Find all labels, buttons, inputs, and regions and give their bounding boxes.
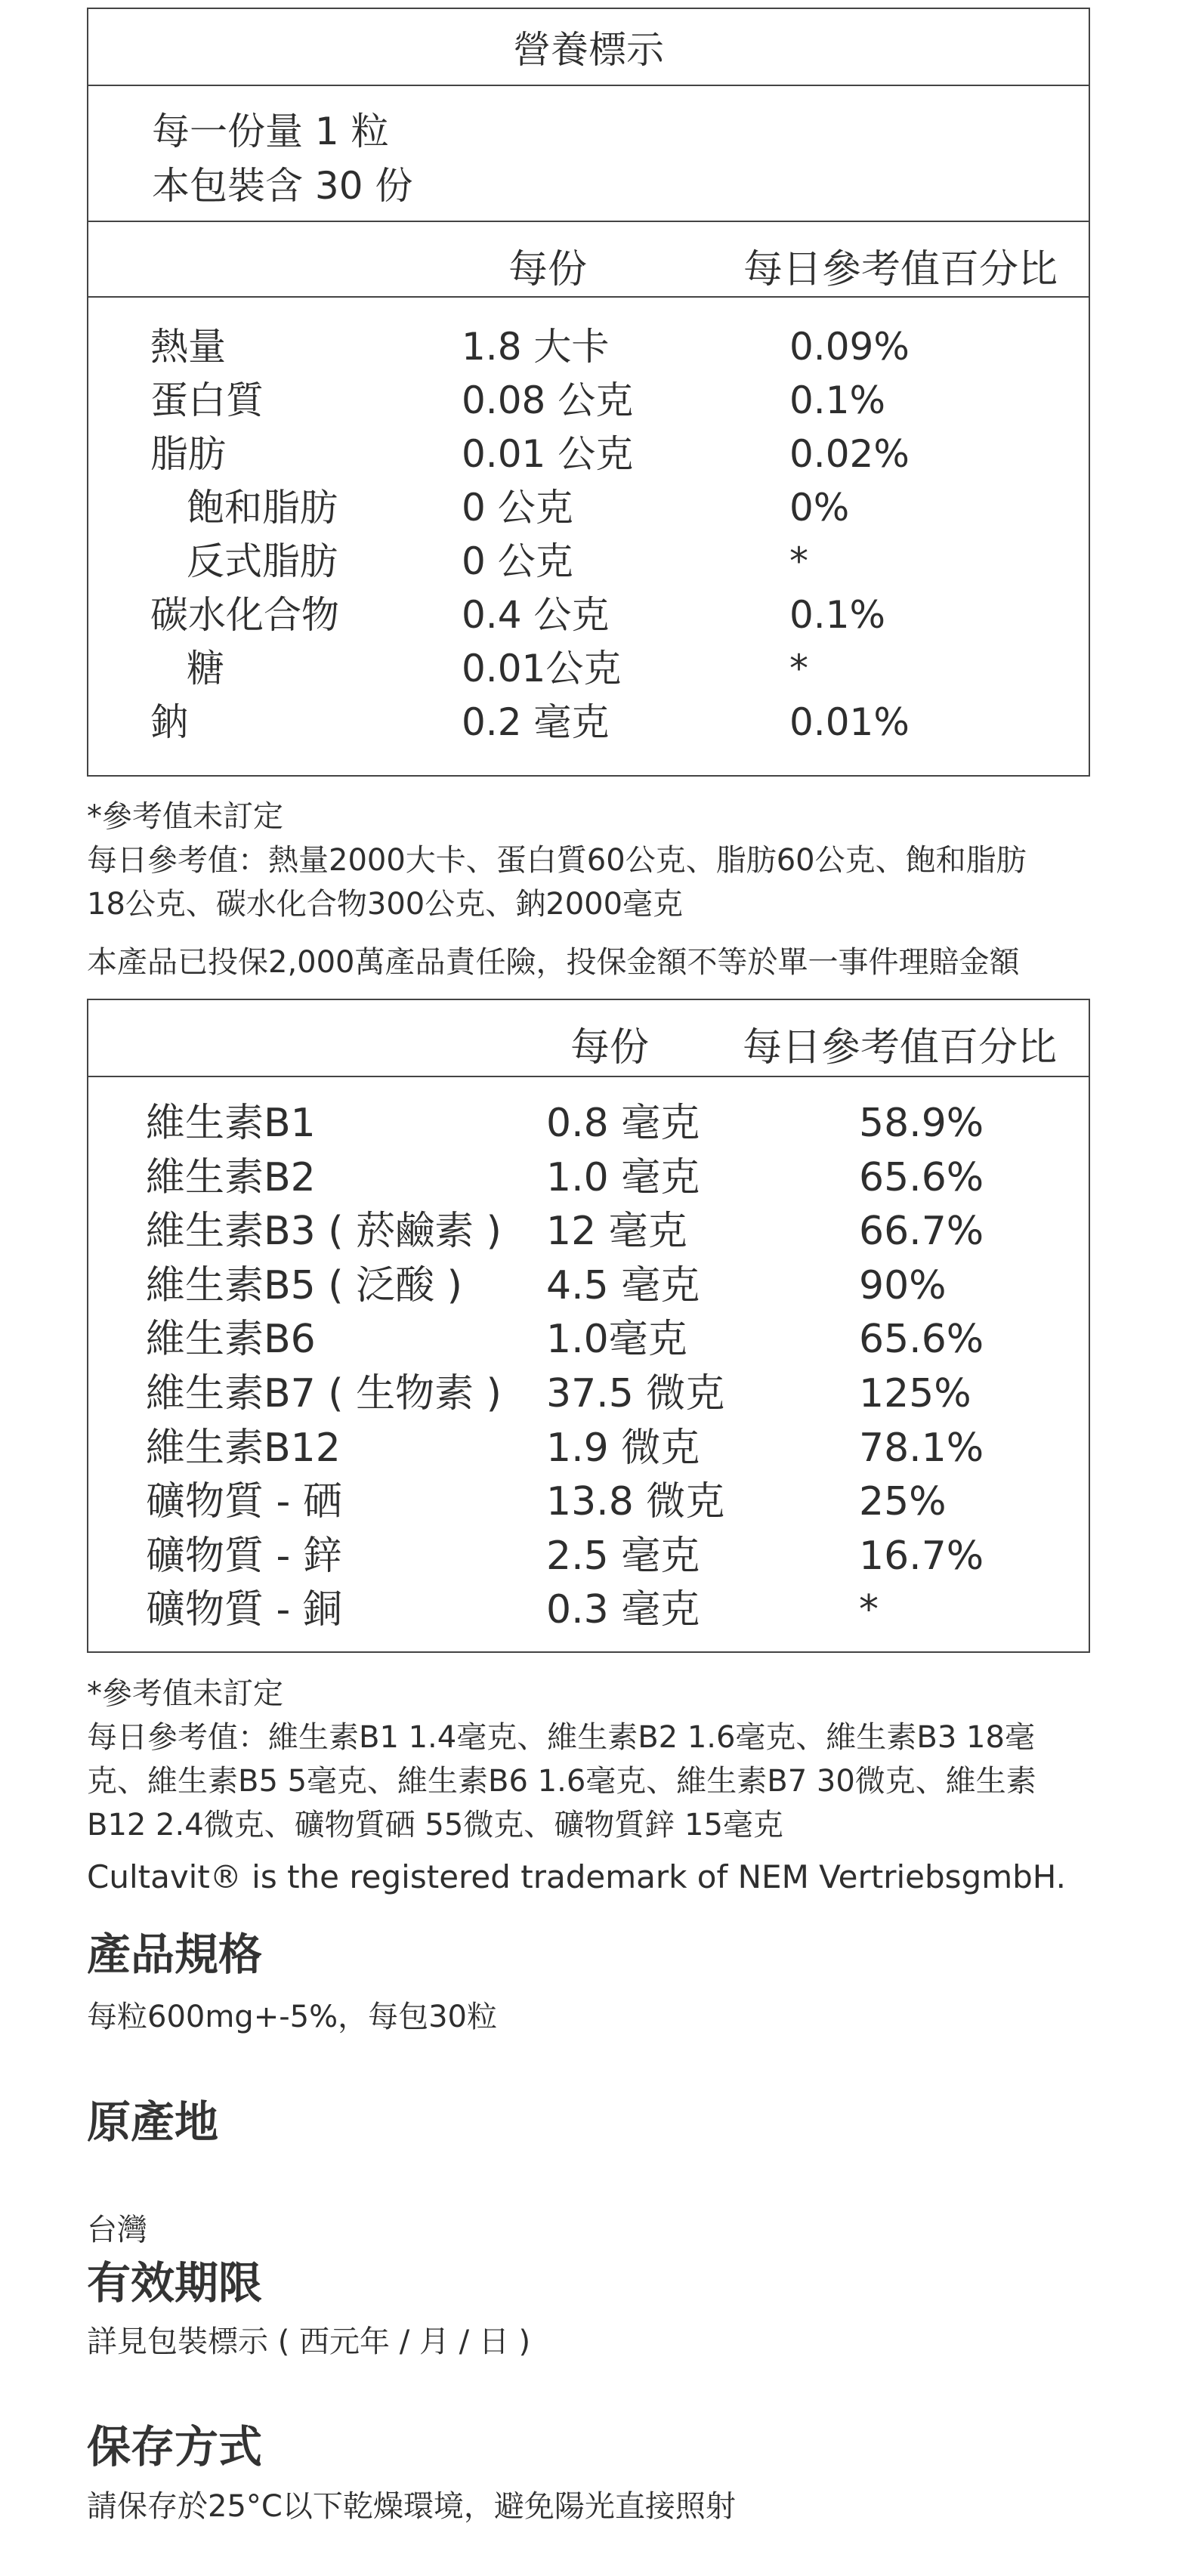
vitamin-percent: 65.6% xyxy=(859,1154,984,1200)
table-row xyxy=(88,696,1089,749)
vitamin-amount: 13.8 微克 xyxy=(546,1479,725,1525)
vitamin-name: 礦物質 - 銅 xyxy=(146,1587,342,1633)
expiry-heading: 有效期限 xyxy=(87,2257,263,2309)
vitamin-amount: 2.5 毫克 xyxy=(546,1533,700,1579)
table-row xyxy=(88,481,1089,535)
table-row xyxy=(88,1530,1089,1584)
vitamin-amount: 1.0 毫克 xyxy=(546,1154,700,1200)
vitamin-name: 維生素B2 xyxy=(146,1154,316,1200)
vitamin-percent: 16.7% xyxy=(859,1533,984,1579)
divider xyxy=(88,1076,1089,1077)
col-header-daily-percent: 每日參考值百分比 xyxy=(743,247,1058,292)
table-row xyxy=(88,1367,1089,1422)
divider xyxy=(88,85,1089,86)
vitamin-name: 維生素B1 xyxy=(146,1101,316,1146)
vitamin-amount: 0.3 毫克 xyxy=(546,1587,700,1633)
nutrient-amount: 0.2 毫克 xyxy=(462,700,610,744)
table-row xyxy=(88,428,1089,481)
footnote-asterisk: *參考值未訂定 xyxy=(87,1676,283,1711)
vitamin-percent: * xyxy=(859,1587,879,1633)
nutrient-percent: 0.1% xyxy=(789,378,886,422)
table-row xyxy=(88,1097,1089,1151)
nutrient-name: 糖 xyxy=(187,647,224,690)
daily-reference-note: 每日參考值：維生素B1 1.4毫克、維生素B2 1.6毫克、維生素B3 18毫 xyxy=(87,1720,1035,1755)
nutrient-percent: 0.01% xyxy=(789,700,910,744)
nutrient-percent: 0% xyxy=(789,486,850,530)
vitamin-amount: 4.5 毫克 xyxy=(546,1262,700,1308)
nutrient-amount: 0 公克 xyxy=(462,486,573,530)
nutrient-name: 反式脂肪 xyxy=(187,539,338,583)
origin-heading: 原產地 xyxy=(87,2096,219,2148)
storage-heading: 保存方式 xyxy=(87,2421,263,2473)
table-row xyxy=(88,1422,1089,1476)
nutrition-facts-table xyxy=(87,8,1090,777)
nutrient-amount: 0.01公克 xyxy=(462,647,622,690)
servings-per-package: 本包裝含 30 份 xyxy=(152,164,413,208)
nutrient-name: 飽和脂肪 xyxy=(187,486,338,530)
expiry-body: 詳見包裝標示 ( 西元年 / 月 / 日 ) xyxy=(87,2324,531,2359)
nutrient-name: 脂肪 xyxy=(150,432,226,476)
divider xyxy=(88,296,1089,298)
col-header-daily-percent: 每日參考值百分比 xyxy=(743,1025,1058,1070)
vitamin-table xyxy=(87,999,1090,1653)
trademark-note: Cultavit® is the registered trademark of NEM VertriebsgmbH. xyxy=(87,1858,1066,1895)
nutrient-percent: * xyxy=(789,539,808,583)
daily-reference-note: B12 2.4微克、礦物質硒 55微克、礦物質鋅 15毫克 xyxy=(87,1808,783,1842)
vitamin-percent: 58.9% xyxy=(859,1101,984,1146)
nutrient-name: 鈉 xyxy=(150,700,188,744)
serving-size: 每一份量 1 粒 xyxy=(152,110,389,153)
nutrient-amount: 0.08 公克 xyxy=(462,378,634,422)
nutrient-amount: 1.8 大卡 xyxy=(462,325,610,369)
table-row xyxy=(88,374,1089,428)
vitamin-name: 維生素B5 ( 泛酸 ) xyxy=(146,1262,462,1308)
daily-reference-note: 每日參考值：熱量2000大卡、蛋白質60公克、脂肪60公克、飽和脂肪 xyxy=(87,843,1027,878)
nutrient-name: 蛋白質 xyxy=(150,378,264,422)
spec-body: 每粒600mg+-5%，每包30粒 xyxy=(87,2000,498,2034)
table-row xyxy=(88,535,1089,588)
vitamin-name: 維生素B6 xyxy=(146,1317,316,1363)
vitamin-amount: 1.9 微克 xyxy=(546,1425,700,1471)
footnote-asterisk: *參考值未訂定 xyxy=(87,799,283,834)
table-row xyxy=(88,588,1089,642)
vitamin-name: 礦物質 - 鋅 xyxy=(146,1533,342,1579)
table-row xyxy=(88,642,1089,696)
table-row xyxy=(88,1475,1089,1530)
vitamin-percent: 125% xyxy=(859,1370,971,1416)
vitamin-percent: 65.6% xyxy=(859,1317,984,1363)
spec-heading: 產品規格 xyxy=(87,1929,263,1980)
insurance-note: 本產品已投保2,000萬產品責任險，投保金額不等於單一事件理賠金額 xyxy=(87,945,1020,980)
table-row xyxy=(88,1259,1089,1314)
table-row xyxy=(88,1151,1089,1206)
vitamin-amount: 0.8 毫克 xyxy=(546,1101,700,1146)
vitamin-name: 維生素B12 xyxy=(146,1425,341,1471)
daily-reference-note: 克、維生素B5 5毫克、維生素B6 1.6毫克、維生素B7 30微克、維生素 xyxy=(87,1764,1036,1799)
nutrient-amount: 0 公克 xyxy=(462,539,573,583)
table-row xyxy=(88,320,1089,374)
nutrient-percent: * xyxy=(789,647,808,690)
nutrient-amount: 0.01 公克 xyxy=(462,432,634,476)
vitamin-percent: 78.1% xyxy=(859,1425,984,1471)
nutrient-percent: 0.09% xyxy=(789,325,910,369)
vitamin-name: 維生素B3 ( 菸鹼素 ) xyxy=(146,1209,502,1255)
nutrient-name: 熱量 xyxy=(150,325,226,369)
origin-body: 台灣 xyxy=(87,2213,147,2247)
table-row xyxy=(88,1583,1089,1638)
vitamin-rows xyxy=(88,1097,1089,1638)
storage-body: 請保存於25°C以下乾燥環境，避免陽光直接照射 xyxy=(87,2489,736,2524)
table-row xyxy=(88,1313,1089,1367)
daily-reference-note: 18公克、碳水化合物300公克、鈉2000毫克 xyxy=(87,887,684,922)
col-header-per-serving: 每份 xyxy=(508,247,588,292)
nutrient-name: 碳水化合物 xyxy=(150,593,339,637)
table-row xyxy=(88,1205,1089,1259)
vitamin-amount: 37.5 微克 xyxy=(546,1370,725,1416)
col-header-per-serving: 每份 xyxy=(570,1025,650,1070)
vitamin-percent: 25% xyxy=(859,1479,947,1525)
nutrient-percent: 0.1% xyxy=(789,593,886,637)
nutrient-amount: 0.4 公克 xyxy=(462,593,610,637)
nutrient-percent: 0.02% xyxy=(789,432,910,476)
vitamin-name: 維生素B7 ( 生物素 ) xyxy=(146,1370,502,1416)
vitamin-percent: 66.7% xyxy=(859,1209,984,1255)
vitamin-amount: 12 毫克 xyxy=(546,1209,687,1255)
nutrition-title: 營養標示 xyxy=(513,28,664,72)
vitamin-name: 礦物質 - 硒 xyxy=(146,1479,342,1525)
vitamin-percent: 90% xyxy=(859,1262,947,1308)
nutrition-rows xyxy=(88,320,1089,749)
vitamin-amount: 1.0毫克 xyxy=(546,1317,687,1363)
divider xyxy=(88,221,1089,222)
